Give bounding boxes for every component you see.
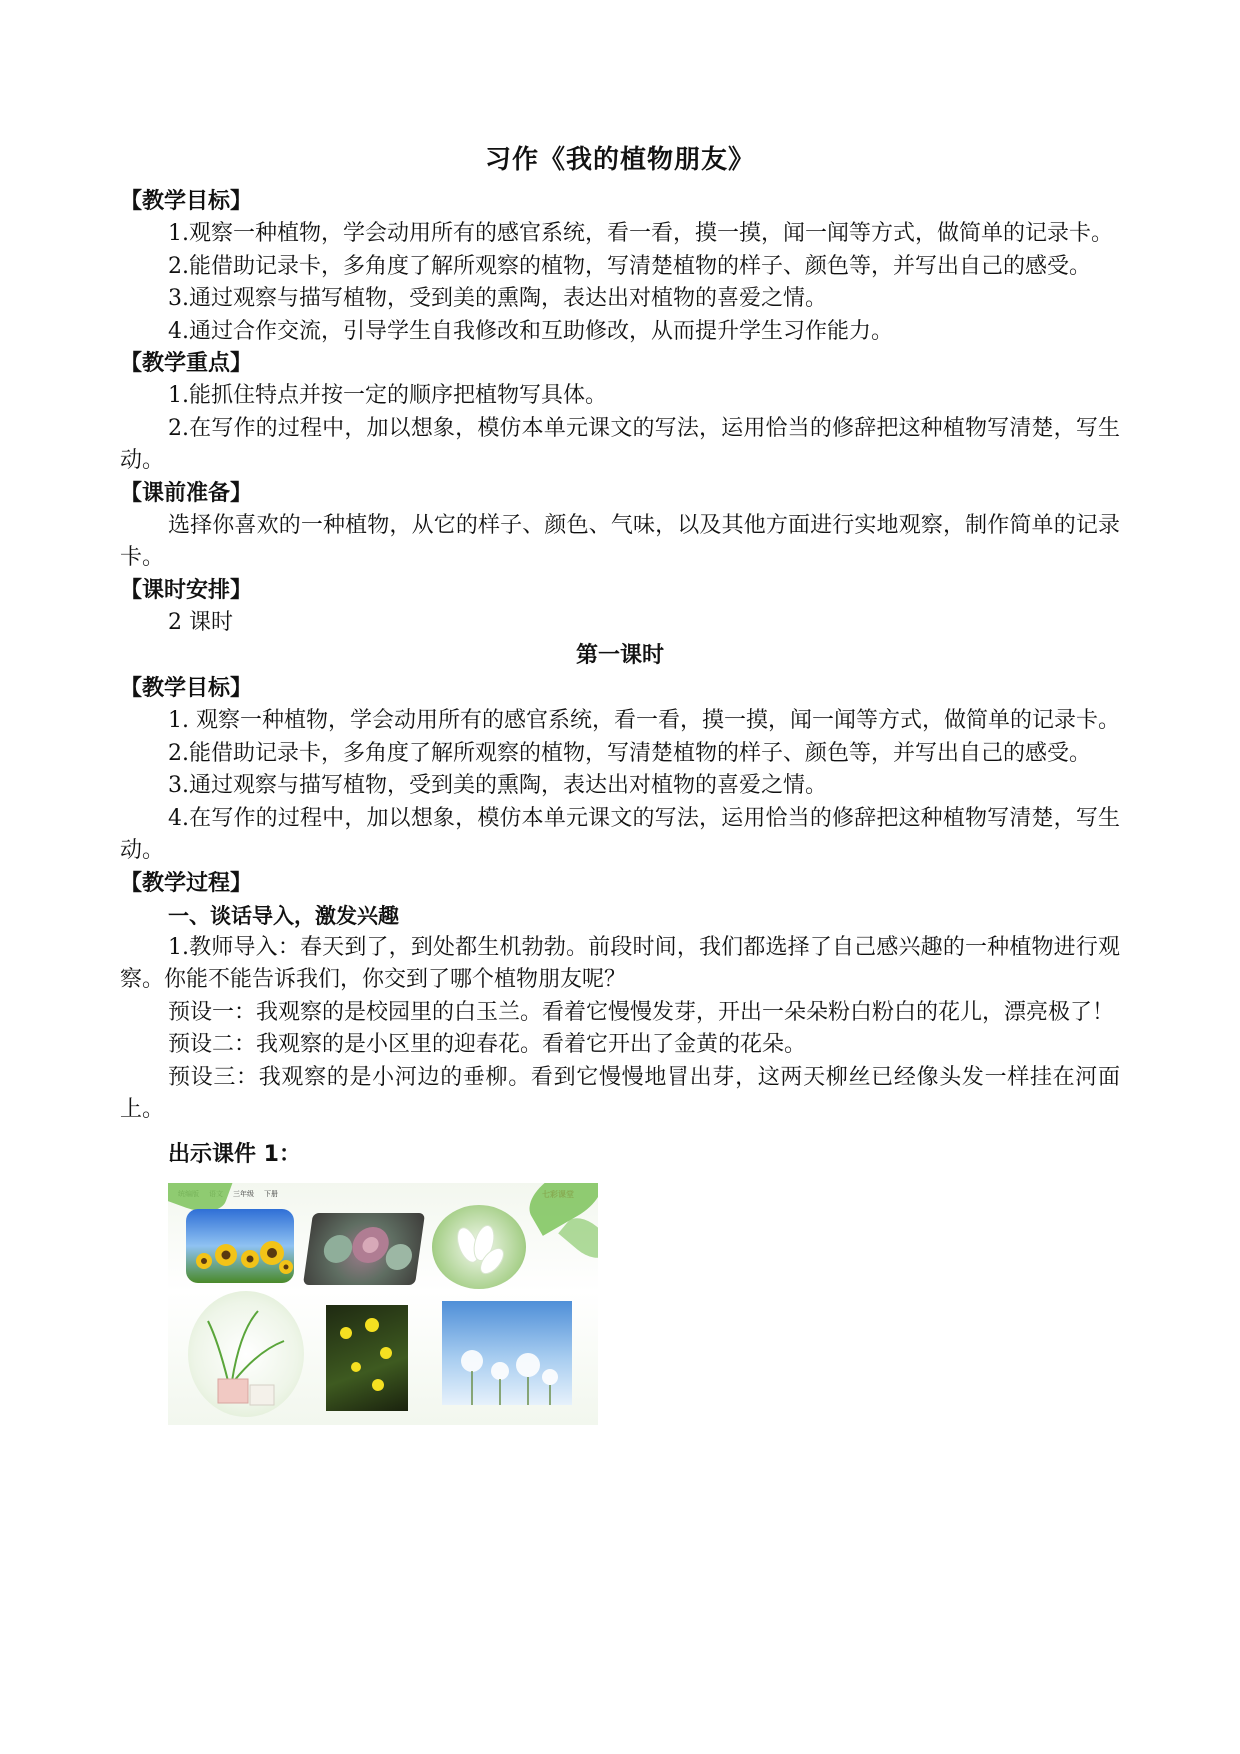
- goals-heading: 【教学目标】: [120, 189, 253, 214]
- slide-header-item: 三年级: [233, 1189, 254, 1198]
- lesson1-goals-heading: 【教学目标】: [120, 676, 253, 701]
- goal-item: 3.通过观察与描写植物，受到美的熏陶，表达出对植物的喜爱之情。: [168, 286, 827, 311]
- goal-item: 2.能借助记录卡，多角度了解所观察的植物，写清楚植物的样子、颜色等，并写出自己的感受。: [168, 253, 1091, 279]
- process-paragraph: 1.教师导入：春天到了，到处都生机勃勃。前段时间，我们都选择了自己感兴趣的一种植物进行观察。你能不能告诉我们，你交到了哪个植物朋友呢？: [120, 934, 1120, 992]
- white-flower-photo: [432, 1205, 526, 1289]
- document-title: 习作《我的植物朋友》: [484, 145, 755, 175]
- potted-plant-photo: [188, 1291, 304, 1417]
- preparation-heading: 【课前准备】: [120, 480, 253, 506]
- succulent-photo: [303, 1213, 425, 1285]
- goal-item: 1.观察一种植物，学会动用所有的感官系统，看一看，摸一摸，闻一闻等方式，做简单的记录卡。: [168, 221, 1113, 246]
- courseware-slide-image: [168, 1183, 598, 1425]
- goal-item: 4.通过合作交流，引导学生自我修改和互助修改，从而提升学生习作能力。: [168, 318, 893, 344]
- schedule-text: 2 课时: [168, 609, 233, 635]
- preparation-text: 选择你喜欢的一种植物，从它的样子、颜色、气味，以及其他方面进行实地观察，制作简单的记录卡。: [120, 512, 1120, 570]
- slide-header-item: 下册: [264, 1189, 278, 1198]
- lesson1-goal-item: 1. 观察一种植物，学会动用所有的感官系统，看一看，摸一摸，闻一闻等方式，做简单的记录卡。: [168, 708, 1120, 733]
- jasmine-photo: [326, 1305, 408, 1411]
- schedule-heading: 【课时安排】: [120, 577, 253, 603]
- lesson1-goal-item: 3.通过观察与描写植物，受到美的熏陶，表达出对植物的喜爱之情。: [168, 773, 827, 798]
- sunflower-photo: [186, 1209, 294, 1283]
- lesson1-goal-item: 2.能借助记录卡，多角度了解所观察的植物，写清楚植物的样子、颜色等，并写出自己的感受。: [168, 740, 1091, 766]
- lesson1-goal-item: 4.在写作的过程中，加以想象，模仿本单元课文的写法，运用恰当的修辞把这种植物写清楚，写生动。: [120, 805, 1120, 863]
- step1-title: 一、谈话导入，激发兴趣: [168, 903, 399, 928]
- process-paragraph: 预设一：我观察的是校园里的白玉兰。看着它慢慢发芽，开出一朵朵粉白粉白的花儿，漂亮极了！: [168, 999, 1115, 1025]
- courseware-label: 出示课件 1：: [168, 1141, 301, 1167]
- key-points-heading: 【教学重点】: [120, 351, 253, 376]
- process-paragraph: 预设二：我观察的是小区里的迎春花。看着它开出了金黄的花朵。: [168, 1032, 807, 1057]
- key-point-item: 1.能抓住特点并按一定的顺序把植物写具体。: [168, 383, 607, 408]
- document-content: [120, 140, 1120, 1425]
- lesson1-title: 第一课时: [575, 643, 664, 668]
- dandelion-photo: [442, 1301, 572, 1405]
- process-heading: 【教学过程】: [120, 870, 253, 896]
- process-paragraph: 预设三：我观察的是小河边的垂柳。看到它慢慢地冒出芽，这两天柳丝已经像头发一样挂在河面上。: [120, 1064, 1120, 1122]
- key-point-item: 2.在写作的过程中，加以想象，模仿本单元课文的写法，运用恰当的修辞把这种植物写清楚，写生动。: [120, 415, 1120, 473]
